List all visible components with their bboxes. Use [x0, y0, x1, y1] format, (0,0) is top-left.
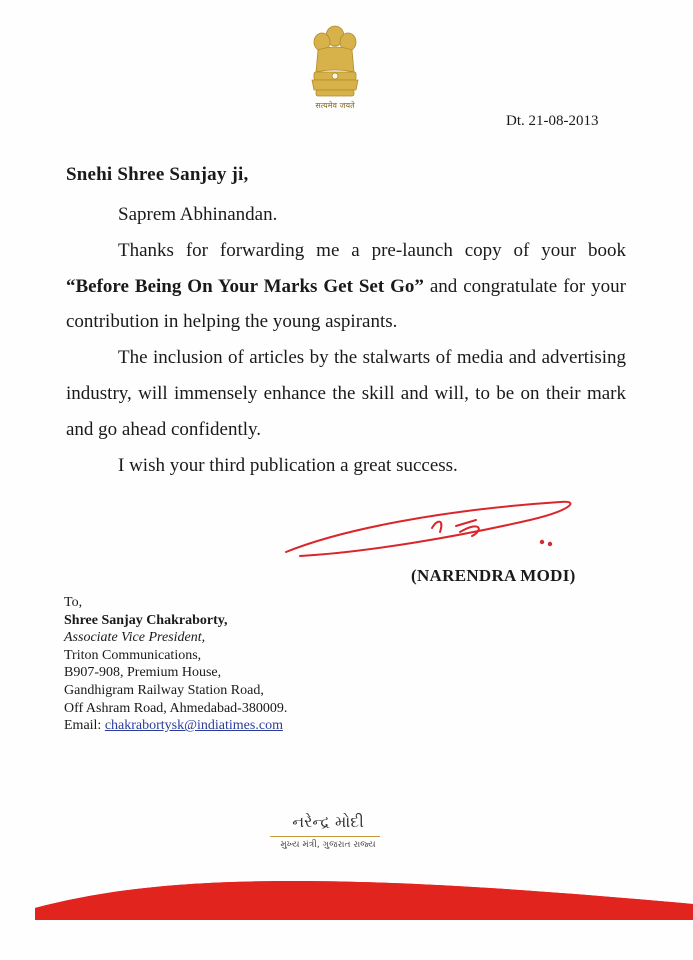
- letter-body: [66, 197, 626, 483]
- address-line: Gandhigram Railway Station Road,: [64, 682, 264, 698]
- greeting: Saprem Abhinandan.: [118, 204, 278, 225]
- paragraph-1-end: and congratulate for your contribution in helping the young aspirants.: [66, 275, 626, 333]
- paragraph-3: I wish your third publication a great success.: [118, 454, 458, 476]
- book-title: “Before Being On Your Marks Get Set Go”: [66, 275, 424, 297]
- paragraph-2: The inclusion of articles by the stalwarts of media and advertising industry, will immensely enhance the skill and will, to be on their mark and go ahead confidently.: [66, 347, 626, 440]
- address-line: Triton Communications,: [64, 647, 202, 663]
- footer-name-gujarati: નરેન્દ્ર મોદી: [292, 812, 364, 831]
- address-line: B907-908, Premium House,: [64, 665, 222, 681]
- emblem-caption: सत्यमेव जयते: [315, 101, 355, 110]
- paragraph-1-start: Thanks for forwarding me a pre-launch copy of your book: [118, 239, 626, 261]
- footer-designation: મુખ્ય મંત્રી, ગુજરાત રાજ્ય: [280, 840, 376, 850]
- letter-date: Dt. 21-08-2013: [506, 113, 599, 129]
- salutation: Snehi Shree Sanjay ji,: [66, 164, 249, 185]
- address-to: To,: [64, 595, 83, 610]
- email-row: [64, 717, 287, 735]
- signature-icon: [280, 490, 580, 570]
- paragraph-1: [66, 233, 626, 340]
- red-arc-banner: [0, 860, 693, 960]
- signer-name: (NARENDRA MODI): [411, 566, 576, 585]
- recipient-title: Associate Vice President,: [64, 630, 206, 646]
- email-link[interactable]: chakrabortysk@indiatimes.com: [104, 718, 283, 734]
- footer-divider: [270, 836, 380, 837]
- recipient-name: Shree Sanjay Chakraborty,: [64, 612, 228, 628]
- recipient-address: [64, 594, 287, 735]
- email-label: Email:: [64, 718, 105, 734]
- address-line: Off Ashram Road, Ahmedabad-380009.: [64, 700, 288, 716]
